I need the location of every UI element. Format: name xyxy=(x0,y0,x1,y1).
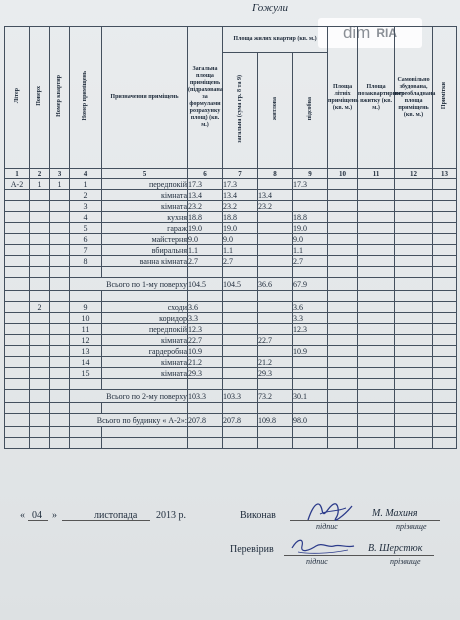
col-zahalna-kv: загальна (сума гр. 8 та 9) xyxy=(223,53,258,169)
date-year: 2013 р. xyxy=(156,510,186,521)
table-row xyxy=(5,379,457,390)
table-row: 13 гардеробна 10.9 10.9 xyxy=(5,346,457,357)
table-row: 12 кімната 22.7 22.7 xyxy=(5,335,457,346)
column-numbers-row: 1 2 3 4 5 6 7 8 9 10 11 12 13 xyxy=(5,169,457,179)
table-row xyxy=(5,267,457,278)
col-dopomizhna: підсобна xyxy=(293,53,328,169)
col-prymishchennia: Номер приміщень xyxy=(70,27,102,169)
date-month: листопада xyxy=(94,510,138,521)
table-row: 15 кімната 29.3 29.3 xyxy=(5,368,457,379)
table-row: 6 майстерня 9.0 9.0 9.0 xyxy=(5,234,457,245)
floor1-total-label: Всього по 1-му поверху xyxy=(70,278,188,291)
table-row: 4 кухня 18.8 18.8 18.8 xyxy=(5,212,457,223)
table-row xyxy=(5,291,457,302)
table-row: А-2 1 1 1 передпокій 17.3 17.3 17.3 xyxy=(5,179,457,190)
table-row: 3 кімната 23.2 23.2 23.2 xyxy=(5,201,457,212)
floor2-total-row: Всього по 2-му поверху 103.3 103.3 73.2 30.1 xyxy=(5,390,457,403)
table-row: 10 коридор 3.3 3.3 xyxy=(5,313,457,324)
col-kvartyra: Номер квартир xyxy=(50,27,70,169)
date-day: 04 xyxy=(32,510,42,521)
checker-name: В. Шерстюк xyxy=(368,543,423,554)
table-row: 11 передпокій 12.3 12.3 xyxy=(5,324,457,335)
floor2-total-label: Всього по 2-му поверху xyxy=(70,390,188,403)
top-text: Гожули xyxy=(252,2,289,14)
document-sheet: Гожули dim RIA Літер Поверх Номер квартир Номер приміщень Призначення приміщень Загальна площа приміщень (підрахованa за формулами розрахунку площ) (кв. м.) Площа жилих квартир (кв. м.) Площа літніх приміщень (кв. м.) Площа позаквартирного вжитку (кв. м.) Самовільно збудована, переобладнана площа приміщень (кв. м.) Примітки загальна (сума гр. 8 та 9) житлова підсобна 1 2 3 4 5 6 7 8 9 10 11 12 13 А-2 1 1 1 передпокій 17.3 17.3 17.3 2 кімната 13.4 13.4 13.4 3 кімната 23.2 23.2 23.2 4 кухня 18.8 18.8 18.8 5 гараж 19.0 19.0 19.0 6 майстерня 9.0 9.0 9.0 7 вбиральня 1.1 1.1 1.1 8 ванна кімната 2.7 2.7 2.7 Всього по 1-му поверху 104.5 104.5 36.6 67.9 2 9 сходи 3.6 3.6 10 коридор 3.3 3.3 11 передпокій 12.3 12.3 12 кімната 22.7 22.7 13 гардеробна 10.9 10.9 14 кімната 21.2 21.2 15 кімната 29.3 29.3 Всього по 2-му поверху 103.3 103.3 73.2 30.1 Всього по будинку « А-2»: 207.8 207.8 109.8 98.0 « 04 » листопада 2013 р. Виконав М. Махиня підпис прізвище Перевірив В. Шерстюк підпис прізвище xyxy=(0,0,460,620)
watermark-brand: dim xyxy=(342,23,371,42)
floor1-total-row: Всього по 1-му поверху 104.5 104.5 36.6 67.9 xyxy=(5,278,457,291)
building-total-row: Всього по будинку « А-2»: 207.8 207.8 109.8 98.0 xyxy=(5,414,457,427)
table-row: 7 вбиральня 1.1 1.1 1.1 xyxy=(5,245,457,256)
col-prymitky: Примітки xyxy=(433,27,457,169)
table-row: 2 кімната 13.4 13.4 13.4 xyxy=(5,190,457,201)
col-zahalna: Загальна площа приміщень (підрахованa за формулами розрахунку площ) (кв. м.) xyxy=(188,27,223,169)
table-row xyxy=(5,427,457,438)
col-poverkh: Поверх xyxy=(30,27,50,169)
col-samovilno: Самовільно збудована, переобладнана площа приміщень (кв. м.) xyxy=(395,27,433,169)
col-pozakvart: Площа позаквартирного вжитку (кв. м.) xyxy=(358,27,395,169)
col-zhytlova: житлова xyxy=(258,53,293,169)
table-row xyxy=(5,438,457,449)
table-row: 2 9 сходи 3.6 3.6 xyxy=(5,302,457,313)
checker-label: Перевірив xyxy=(230,544,274,555)
col-litnikh: Площа літніх приміщень (кв. м.) xyxy=(328,27,358,169)
area-table xyxy=(4,26,457,449)
col-pryznachennia: Призначення приміщень xyxy=(102,27,188,169)
building-total-label: Всього по будинку « А-2»: xyxy=(70,414,188,427)
executor-name: М. Махиня xyxy=(372,508,418,519)
table-row: 14 кімната 21.2 21.2 xyxy=(5,357,457,368)
table-row xyxy=(5,403,457,414)
watermark-tag: RIA xyxy=(376,26,398,40)
col-zhytlovykh-group: Площа жилих квартир (кв. м.) xyxy=(223,27,328,53)
table-row: 8 ванна кімната 2.7 2.7 2.7 xyxy=(5,256,457,267)
executor-label: Виконав xyxy=(240,510,276,521)
col-litera: Літер xyxy=(5,27,30,169)
table-row: 5 гараж 19.0 19.0 19.0 xyxy=(5,223,457,234)
